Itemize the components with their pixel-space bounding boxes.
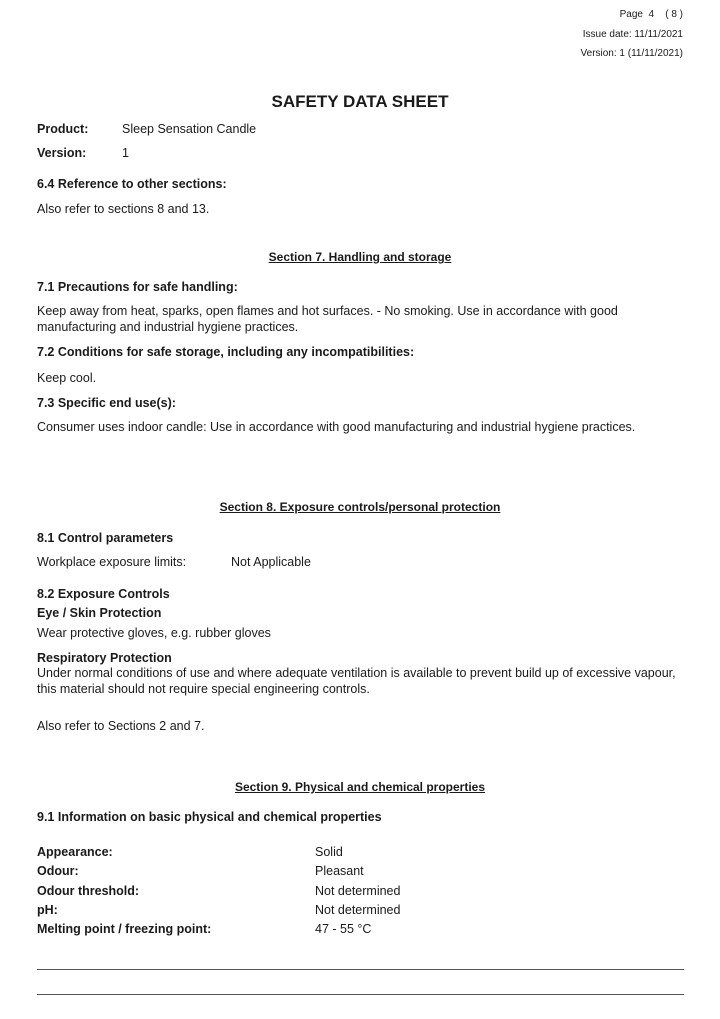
property-value: Not determined <box>315 903 401 917</box>
section-7-title: Section 7. Handling and storage <box>268 250 452 264</box>
version-value: 1 <box>122 146 129 160</box>
text-6-4: Also refer to sections 8 and 13. <box>37 202 210 216</box>
property-label: Appearance: <box>37 845 113 859</box>
property-label: pH: <box>37 903 58 917</box>
version-label: Version: <box>37 146 87 160</box>
page-number: Page 4 ( 8 ) <box>619 9 683 20</box>
heading-7-1: 7.1 Precautions for safe handling: <box>37 280 238 294</box>
property-value: Not determined <box>315 884 401 898</box>
property-value: 47 - 55 °C <box>315 922 372 936</box>
exposure-limits-value: Not Applicable <box>231 555 311 569</box>
section-9-title: Section 9. Physical and chemical properties <box>234 780 486 794</box>
heading-6-4: 6.4 Reference to other sections: <box>37 177 227 191</box>
heading-7-3: 7.3 Specific end use(s): <box>37 396 176 410</box>
version-info: Version: 1 (11/11/2021) <box>580 48 683 59</box>
exposure-limits-label: Workplace exposure limits: <box>37 555 187 569</box>
heading-8-1: 8.1 Control parameters <box>37 531 174 545</box>
heading-9-1: 9.1 Information on basic physical and chemical properties <box>37 810 382 824</box>
heading-8-2: 8.2 Exposure Controls <box>37 587 170 601</box>
property-label: Odour: <box>37 864 79 878</box>
eye-skin-text: Wear protective gloves, e.g. rubber gloves <box>37 626 271 640</box>
document-title: SAFETY DATA SHEET <box>271 92 449 111</box>
property-value: Solid <box>315 845 343 859</box>
text-7-1: Keep away from heat, sparks, open flames and hot surfaces. - No smoking. Use in accordance with good manufacturing and industrial hygiene practices. <box>37 304 618 334</box>
respiratory-heading: Respiratory Protection <box>37 651 172 665</box>
eye-skin-heading: Eye / Skin Protection <box>37 606 162 620</box>
text-7-3: Consumer uses indoor candle: Use in accordance with good manufacturing and industrial hygiene practices. <box>37 420 636 434</box>
property-label: Melting point / freezing point: <box>37 922 212 936</box>
respiratory-text: Under normal conditions of use and where adequate ventilation is available to prevent build up of excessive vapour, this material should not require special engineering controls. <box>37 666 676 696</box>
section-8-title: Section 8. Exposure controls/personal protection <box>219 500 501 514</box>
footer-divider-top <box>37 969 684 970</box>
issue-date: Issue date: 11/11/2021 <box>582 29 683 40</box>
product-label: Product: <box>37 122 89 136</box>
heading-7-2: 7.2 Conditions for safe storage, including any incompatibilities: <box>37 345 415 359</box>
text-7-2: Keep cool. <box>37 371 97 385</box>
property-label: Odour threshold: <box>37 884 140 898</box>
also-refer-text: Also refer to Sections 2 and 7. <box>37 719 205 733</box>
footer-divider-bottom <box>37 994 684 995</box>
product-value: Sleep Sensation Candle <box>122 122 257 136</box>
property-value: Pleasant <box>315 864 364 878</box>
